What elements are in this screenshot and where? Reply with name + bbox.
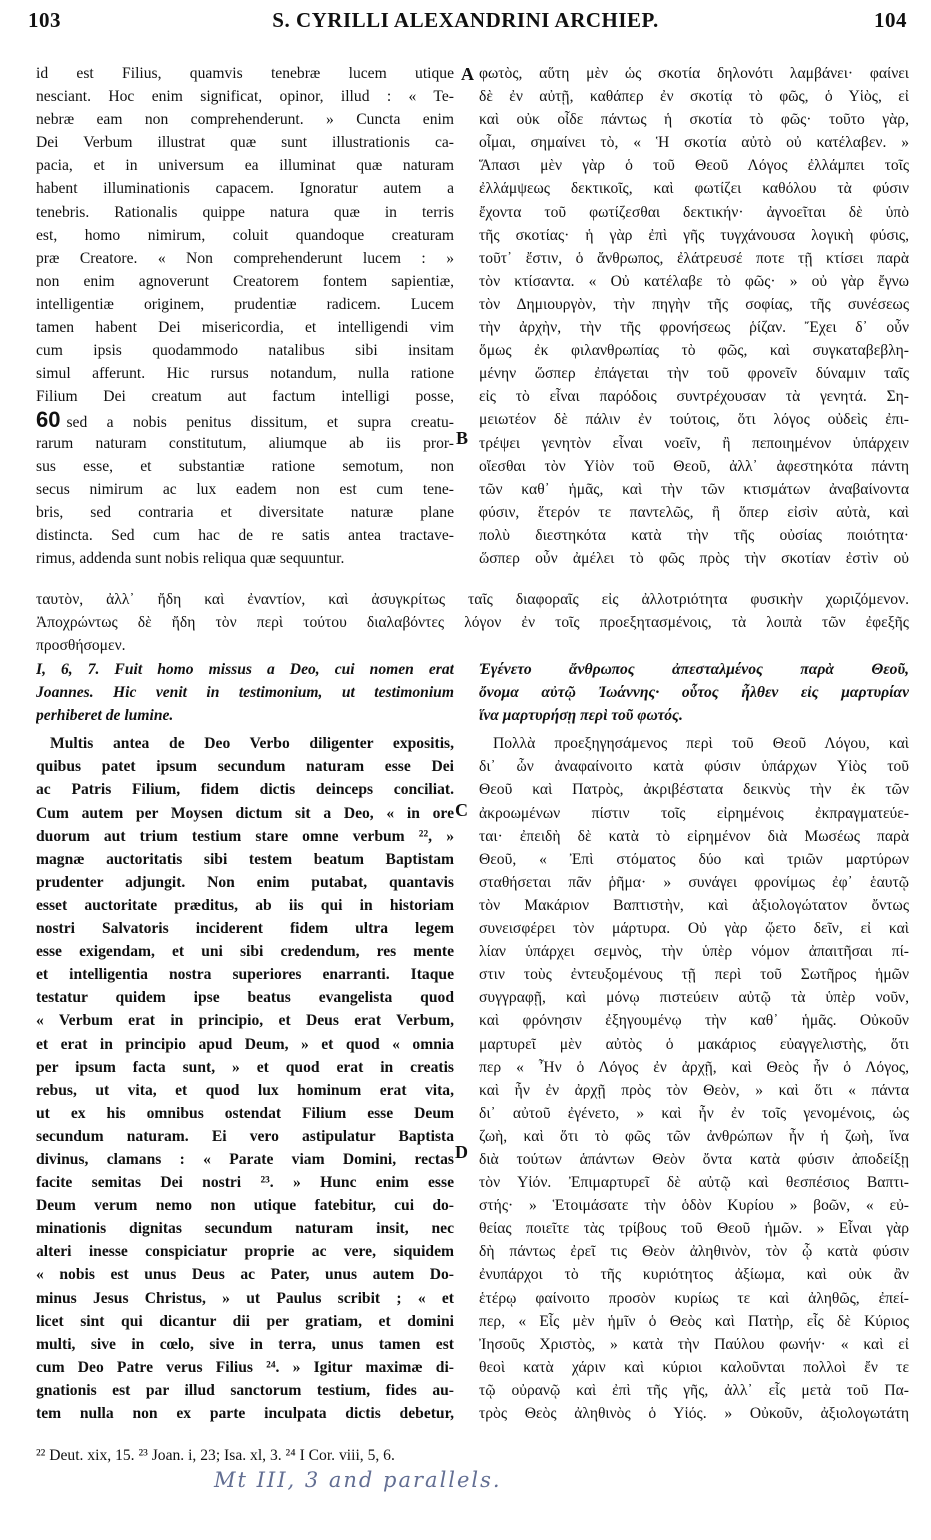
greek-body-line: ἐνυπάρχοι τὸ τῆς κυριότητος ἀξίωμα, καὶ οὐκ ἂν (479, 1266, 909, 1284)
greek-body-line: στής· » Ἑτοιμάσατε τὴν ὁδὸν Κυρίου » βοῶν, « εὐ- (479, 1197, 909, 1215)
greek-line: φωτὸς, αὕτη μὲν ὡς σκοτία δηλονότι λαμβάνει· φαίνει (479, 65, 909, 82)
latin-body-line: ac Patris Filium, fidem dictis deinceps conciliat. (36, 781, 454, 799)
greek-body-line: δι᾽ αὐτοῦ ἐγένετο, » καὶ ἦν ἐν τοῖς γενομένοις, ὡς (479, 1104, 909, 1122)
latin-line: nebræ eam non comprehenderunt. » Cuncta enim (36, 111, 454, 129)
greek-line: τὸν Δημιουργὸν, τὴν πηγὴν τῆς σοφίας, τῆς συνέσεως (479, 295, 909, 313)
latin-line: sus esse, et substantiæ ratione semotum, non (36, 457, 454, 475)
greek-body-line: διὰ τούτων ἁπάντων Θεὸν ὄντα κατὰ φύσιν ἀποδείξῃ (479, 1150, 909, 1168)
greek-line: τὴν ἀρχὴν, τὴν τῆς φρονήσεως ῥίζαν. Ἔχει δ᾽ οὖν (479, 319, 909, 337)
greek-body-line: τὸν Υἱόν. Ἐπιμαρτυρεῖ δὲ αὐτῷ καὶ θεσπέσιος Βαπτι- (479, 1174, 909, 1192)
greek-line: δὲ ἐν αὐτῇ, καθάπερ ἐν σκοτίᾳ τὸ φῶς, ὁ Υἱὸς, εἰ (479, 88, 909, 106)
greek-body-line: τρὸς Θεὸς ἀληθινὸς ὁ Υἱός. » Οὐκοῦν, ἀξιολογωτάτη (479, 1405, 909, 1422)
greek-body-line: περ, « Εἷς μὲν ἡμῖν ὁ Θεὸς καὶ Πατὴρ, εἷς δὲ Κύριος (479, 1312, 909, 1330)
greek-body-line: καὶ φρόνησιν ἐξηγουμένῳ τὴν καθ᾽ ἡμᾶς. Οὐκοῦν (479, 1012, 909, 1030)
latin-body-line: ut ex his omnibus ostendat Filium esse Deum (36, 1104, 454, 1122)
greek-body-line: ἀκροωμένων πίστιν τοῖς εἰρημένοις ἐκπραγματεύε- (479, 804, 909, 822)
greek-line: ὥσπερ οὖν ἀμέλει τὸ φῶς πρὸς τὴν σκοτίαν ἐστὶν οὐ (479, 549, 909, 567)
greek-body-line: ται· ἐπειδὴ δὲ κατὰ τὸ εἰρημένον διὰ Μωσέως παρὰ (479, 827, 909, 845)
greek-line: τὸν κτίσαντα. « Οὐ κατέλαβε τὸ φῶς· » οὐ γὰρ ἔγνω (479, 272, 909, 290)
greek-line: οἶμαι, σημαίνει τὸ, « Ἡ σκοτία αὐτὸ οὐ κατέλαβεν. » (479, 134, 909, 152)
latin-body-line: minationis dignitas secundum naturam insit, nec (36, 1220, 454, 1238)
greek-body-line: συγγραφῇ, καὶ μόνῳ πιστεύειν αὐτῷ τὰ ὑπὲρ νοῦν, (479, 989, 909, 1007)
latin-body-line: magnæ auctoritatis sibi testem beatum Baptistam (36, 850, 454, 868)
latin-body-line: quibus patet ipsum secundum naturam esse Dei (36, 758, 454, 776)
page-number-left: 103 (28, 8, 61, 32)
latin-body-line: licet sint qui dicantur dii per gratiam, et domini (36, 1312, 454, 1330)
latin-line: nesciant. Hoc enim significat, opinor, illud : « Te- (36, 88, 454, 106)
greek-line: τῆς σκοτίας· ἡ γὰρ ἐπὶ γῆς τυγχάνουσα λογικὴ φύσις, (479, 226, 909, 244)
greek-line: τῶν καθ᾽ ἡμᾶς, καὶ τὴν τῶν κτισμάτων ἀναβαίνοντα (479, 480, 909, 498)
greek-body-line: Θεοῦ, « Ἐπὶ στόματος δύο καὶ τριῶν μαρτύρων (479, 850, 909, 868)
latin-body-line: « nobis est unus Deus ac Pater, unus autem Do- (36, 1266, 454, 1284)
latin-body-line: divinus, clamans : « Parate viam Domini, rectas (36, 1150, 454, 1168)
footnotes: ²² Deut. xix, 15. ²³ Joan. i, 23; Isa. xl, 3. ²⁴ I Cor. viii, 5, 6. (36, 1447, 395, 1464)
latin-line: distincta. Sed cum hac de re satis antea tractave- (36, 526, 454, 544)
column-number: 60 (36, 408, 61, 432)
latin-line: rarum naturam constitutum, aliumque ab iis pror- (36, 434, 454, 452)
greek-line: Ἅπασι μὲν γὰρ ὁ τοῦ Θεοῦ Λόγος ἐλλάμπει τοῖς (479, 157, 909, 175)
greek-column-top (479, 62, 909, 570)
greek-body-line: συνεισφέρει τὸν μάρτυρα. Οὐ γὰρ ᾤετο δεῖν, εἰ καὶ (479, 920, 909, 938)
latin-body-line: prudenter adjungit. Non enim putabat, quantavis (36, 873, 454, 891)
greek-body-line: Θεοῦ καὶ Πατρὸς, ἀκριβέστατα δεικνὺς τὴν ἐκ τῶν (479, 781, 909, 799)
greek-body-line: σταθήσεται πᾶν ῥῆμα· » συνάγει φρονίμως ἐφ᾽ ἑαυτῷ (479, 873, 909, 891)
latin-line: habent illuminationis capacem. Ignoratur autem a (36, 180, 454, 198)
greek-lemma-line: ὄνομα αὐτῷ Ἰωάννης· οὗτος ἦλθεν εἰς μαρτυρίαν (479, 684, 909, 702)
greek-body-line: λίαν ὑπάρχει σεμνὸς, τὴν ὑπὲρ νόμον ἀπαιτῆσαι πί- (479, 943, 909, 961)
latin-body-line: per ipsum facta sunt, » et quod erat in creatis (36, 1058, 454, 1076)
greek-body-line: μαρτυρεῖ μὲν αὐτὸς ὁ μακάριος εὐαγγελιστὴς, ὅτι (479, 1035, 909, 1053)
greek-fullwidth-line-3: προσθήσομεν. (36, 637, 126, 654)
latin-body-line: multi, sive in cœlo, sive in terra, unus tamen est (36, 1335, 454, 1353)
greek-body-line: στιν τοὺς ἐντευξομένους τῇ περὶ τοῦ Σωτῆρος ἡμῶν (479, 966, 909, 984)
latin-body-line: Multis antea de Deo Verbo diligenter expositis, (50, 735, 454, 753)
handwritten-annotation: Mt III, 3 and parallels. (214, 1468, 502, 1492)
greek-body-line: ζωὴ, καὶ ὅτι τὸ φῶς τῶν ἀνθρώπων ἦν ἡ ζωὴ, ἵνα (479, 1127, 909, 1145)
latin-body-line: secundum naturam. Ei vero astipulatur Baptista (36, 1127, 454, 1145)
latin-column-top (36, 62, 454, 570)
greek-line: ἐλλάμψεως δεκτικοῖς, καὶ φωτίζει καθόλου τὰ φύσιν (479, 180, 909, 198)
latin-body-line: esse exigendam, et uni sibi credendum, res mente (36, 943, 454, 961)
greek-line: ὅμως ἐκ φιλανθρωπίας τὸ φῶς, καὶ συγκαταβεβλη- (479, 342, 909, 360)
margin-mark-a: A (461, 64, 474, 84)
latin-line: rimus, addenda sunt nobis reliqua quæ sequuntur. (36, 549, 345, 567)
greek-body-line: καὶ ἦν ἐν ἀρχῇ πρὸς τὸν Θεὸν, » καὶ ὅτι « πάντα (479, 1081, 909, 1099)
greek-line: εἰς τὸ εἶναι παρόδοις συντρέχουσαν τὰ γενητά. Ση- (479, 388, 909, 406)
latin-lemma-line: Joannes. Hic venit in testimonium, ut testimonium (36, 684, 454, 702)
margin-mark-b: B (456, 428, 469, 448)
latin-body-line: esset auctoritate præditus, ab iis qui in historiam (36, 896, 454, 914)
latin-body-line: et erat in principio apud Deum, » et quod « omnia (36, 1035, 454, 1053)
latin-line: Dei Verbum illustrat quæ sunt illustrationis ca- (36, 134, 454, 152)
latin-line: bris, sed contraria et diversitate naturæ plane (36, 503, 454, 521)
latin-body-line: facite semitas Dei nostri ²³. » Hunc enim esse (36, 1174, 454, 1192)
latin-line: intelligentiæ originem, prudentiæ radicem. Lucem (36, 295, 454, 313)
latin-line: cum ipsis quodammodo natalibus sibi insitam (36, 342, 454, 360)
greek-line: μένην ὥσπερ ἐπάγεται τὴν τοῦ φρονεῖν δύναμιν ταῖς (479, 365, 909, 383)
greek-line: καὶ οὐκ οἶδε πάντως ἡ σκοτία τὸ φῶς· τοῦτο γὰρ, (479, 111, 909, 129)
latin-lemma-line: I, 6, 7. Fuit homo missus a Deo, cui nomen erat (36, 661, 454, 678)
latin-line: est, homo nimirum, coluit quandoque creaturam (36, 226, 454, 244)
latin-line: id est Filius, quamvis tenebræ lucem utique (36, 65, 454, 82)
latin-line: tenebris. Rationalis quippe natura quæ in terris (36, 203, 454, 221)
greek-line: φύσιν, ἕτερόν τε παντελῶς, ἢ ὅπερ εἰσὶν αὐτὰ, καὶ (479, 503, 909, 521)
greek-line: τοῦτ᾽ ἔστιν, ὁ ἄνθρωπος, ἐλάτρευσέ ποτε τῇ κτίσει παρὰ (479, 249, 909, 267)
page-number-right: 104 (874, 8, 907, 32)
greek-fullwidth-line-1: ταυτὸν, ἀλλ᾽ ἤδη καὶ ἐναντίον, καὶ ἀσυγκρίτως ταῖς διαφοραῖς εἰς ἀλλοτριότητα φυσικὴν χωριζόμενον. (36, 591, 909, 608)
margin-mark-c: C (455, 800, 468, 820)
latin-body-line: nostri Salvatoris inciderent fidem ultra legem (36, 920, 454, 938)
latin-body-line: « Verbum erat in principio, et Deus erat Verbum, (36, 1012, 454, 1030)
greek-body-line: Ἰησοῦς Χριστὸς, » κατὰ τὴν Παύλου φωνήν· « καὶ εἰ (479, 1335, 909, 1353)
latin-body-line: rebus, ut vita, et quod lux hominum erat vita, (36, 1081, 454, 1099)
latin-line (36, 408, 454, 431)
greek-body-line: δὴ πάντως ἐρεῖ τις Θεὸν ἀληθινὸν, τὸν ᾧ κατὰ φύσιν (479, 1243, 909, 1261)
latin-body-line: tem nulla non ex parte inculpata dictis debetur, (36, 1405, 454, 1422)
greek-body-line: περ « Ἦν ὁ Λόγος ἐν ἀρχῇ, καὶ Θεὸς ἦν ὁ Λόγος, (479, 1058, 909, 1076)
latin-line: secus nimirum ac lux eadem non est cum tene- (36, 480, 454, 498)
latin-body-line: duorum aut trium testium stare omne verbum ²², » (36, 827, 454, 845)
greek-line: τρέψει γενητὸν εἶναι νοεῖν, ἢ πεποιημένον ὑπάρχειν (479, 434, 909, 452)
latin-line: Filium Dei creatum aut factum intelligi posse, (36, 388, 454, 406)
latin-column-bottom (36, 658, 454, 1425)
latin-line: non enim agnoverunt Creatorem fontem sapientiæ, (36, 272, 454, 290)
latin-body-line: et intelligentia nostra superiores enarranti. Itaque (36, 966, 454, 984)
running-title: S. CYRILLI ALEXANDRINI ARCHIEP. (272, 8, 659, 32)
latin-body-line: testatur quidem ipse beatus evangelista quod (36, 989, 454, 1007)
greek-body-line: θεοὶ κατὰ χάριν καὶ κύριοι καλοῦνται πολλοὶ ἔν τε (479, 1358, 909, 1376)
latin-line: tamen habent Dei misericordia, et intelligendi vim (36, 319, 454, 337)
greek-lemma-line: ἵνα μαρτυρήσῃ περὶ τοῦ φωτός. (479, 707, 683, 725)
greek-body-line: ἑτέρῳ φαίνοιτο προσὸν κυρίως τε καὶ ἀληθῶς, ἐπεί- (479, 1289, 909, 1307)
greek-body-line: τῷ οὐρανῷ καὶ ἐπὶ τῆς γῆς, ἀλλ᾽ εἷς μετὰ τοῦ Πα- (479, 1381, 909, 1399)
latin-body-line: gnationis est par illud sanctorum testium, fides au- (36, 1381, 454, 1399)
latin-body-line: Deum verum nemo non utique fatebitur, cui do- (36, 1197, 454, 1215)
greek-fullwidth-line-2: Ἀποχρώντως δὲ ἤδη τὸν περὶ τούτου διαλαβόντες λόγον ἐν τοῖς προεξητασμένοις, τὰ λοιπὰ τῶν ἐφεξῆς (36, 614, 909, 631)
margin-mark-d: D (455, 1142, 468, 1162)
latin-line: pacia, et in universum ea illuminat quæ naturam (36, 157, 454, 175)
latin-body-line: cum Deo Patre verus Filius ²⁴. » Igitur maximæ di- (36, 1358, 454, 1376)
latin-body-line: Cum autem per Moysen dictum sit a Deo, « in ore (36, 804, 454, 822)
latin-body-line: alteri inesse conspiciatur proprie ac vere, siquidem (36, 1243, 454, 1261)
greek-body-line: Πολλὰ προεξηγησάμενος περὶ τοῦ Θεοῦ Λόγου, καὶ (493, 735, 909, 753)
latin-line: simul afferunt. Hic rursus notandum, nulla ratione (36, 365, 454, 383)
latin-line-text: sed a nobis penitus dissitum, et supra creatu- (66, 414, 454, 432)
latin-body-line: minus Jesus Christus, » ut Paulus scribit ; « et (36, 1289, 454, 1307)
greek-line: ἔχοντα τοῦ φωτίζεσθαι δεκτικήν· ἀγνοεῖται δὲ ὑπὸ (479, 203, 909, 221)
greek-line: οἴεσθαι τὸν Υἱὸν τοῦ Θεοῦ, ἀλλ᾽ ἀφεστηκότα πάντη (479, 457, 909, 475)
latin-lemma-line: perhiberet de lumine. (36, 707, 174, 725)
greek-body-line: θείας ποιεῖτε τὰς τρίβους τοῦ Θεοῦ ἡμῶν. » Εἶναι γὰρ (479, 1220, 909, 1238)
latin-line: præ Creatore. « Non comprehenderunt lucem : » (36, 249, 454, 267)
greek-body-line: τὸν Μακάριον Βαπτιστὴν, καὶ ἀξιολογώτατον ὄντως (479, 896, 909, 914)
greek-column-bottom (479, 658, 909, 1425)
greek-line: πολὺ διεστηκότα κατὰ τὴν τῆς οὐσίας ποιότητα· (479, 526, 909, 544)
greek-line: μειωτέον δὲ πάλιν ἐν τούτοις, ὅτι λόγος οὐδεὶς ἐπι- (479, 411, 909, 429)
greek-lemma-line: Ἐγένετο ἄνθρωπος ἀπεσταλμένος παρὰ Θεοῦ, (479, 661, 909, 678)
greek-body-line: δι᾽ ὧν ἀναφαίνοιτο κατὰ φύσιν ὑπάρχων Υἱὸς τοῦ (479, 758, 909, 776)
